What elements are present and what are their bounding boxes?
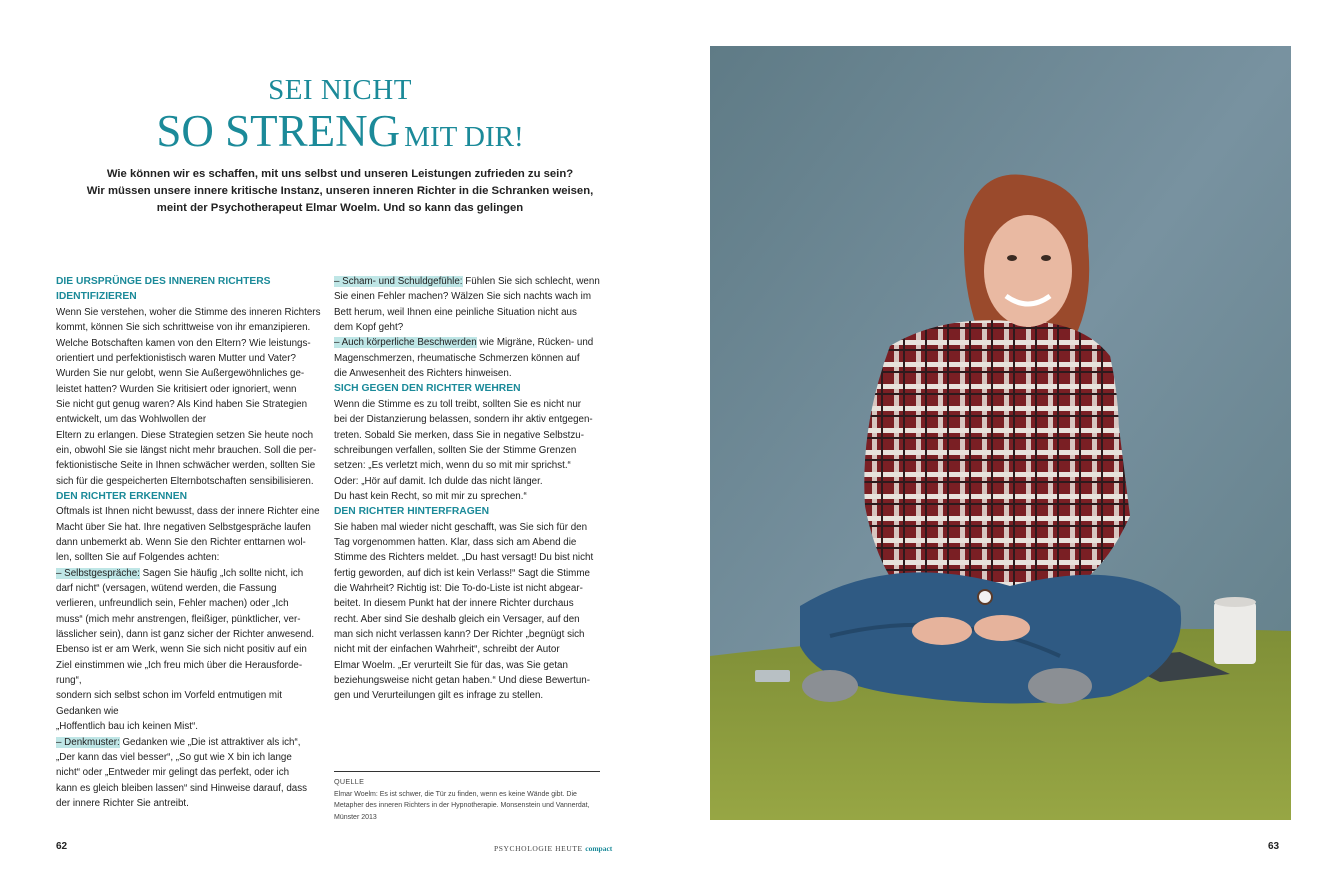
section-heading: SICH GEGEN DEN RICHTER WEHREN [334, 383, 521, 395]
magazine-footer [494, 844, 612, 853]
text-line: verlieren, unfreundlich sein, Fehler machen) oder „Ich [56, 598, 289, 610]
watch [978, 590, 992, 604]
text-line: kann es gleich bleiben lassen“ sind Hinweise darauf, dass [56, 782, 308, 794]
sock-right [1028, 668, 1092, 704]
page-number-right: 63 [1268, 841, 1280, 852]
text-line [56, 566, 328, 581]
text-line: sich für die gespeicherten Elternbotschaften sensibilisieren. [56, 475, 314, 487]
highlight-label: – Auch körperliche Beschwerden [334, 337, 477, 349]
source-line: Münster 2013 [334, 813, 377, 821]
text-line: rung“, [56, 675, 82, 687]
text-column-left [56, 274, 328, 811]
phone [755, 670, 790, 682]
text-line: entwickelt, um das Wohlwollen der [56, 414, 207, 426]
text-line: dann unbemerkt ab. Wenn Sie den Richter enttarnen wol- [56, 537, 306, 549]
source-line: Metapher des inneren Richters in der Hypnotherapie. Monsenstein und Vannerdat, [334, 802, 590, 810]
text-line: Oftmals ist Ihnen nicht bewusst, dass der innere Richter eine [56, 506, 320, 518]
text-line: Wurden Sie nur gelobt, wenn Sie Außergewöhnliches ge- [56, 368, 305, 380]
text-line: leistet hatten? Wurden Sie kritisiert oder ignoriert, wenn [56, 383, 297, 395]
text-fragment: Sagen Sie häufig „Ich sollte nicht, ich [139, 567, 304, 579]
text-line: Welche Botschaften kamen von den Eltern? Wie leistungs- [56, 337, 311, 349]
text-line [334, 335, 602, 350]
text-line: man sich nicht verlassen kann? Der Richter „begnügt sich [334, 629, 585, 641]
text-line: nicht mit der einfachen Wahrheit“, schreibt der Autor [334, 644, 560, 656]
text-line: Tag vorgenommen hatten. Klar, dass sich am Abend die [334, 536, 577, 548]
intro-line: Wir müssen unsere innere kritische Instanz, unseren inneren Richter in die Schranken weisen, [86, 185, 594, 197]
text-line: orientiert und perfektionistisch waren Mutter und Vater? [56, 352, 296, 364]
text-line: fektionistische Seite in Ihnen schwächer werden, sollten Sie [56, 460, 316, 472]
intro-line: Wie können wir es schaffen, mit uns selbst und unseren Leistungen zufrieden zu sein? [106, 168, 574, 180]
text-line: Sie nicht gut genug waren? Als Kind haben Sie Strategien [56, 398, 308, 410]
source-divider [334, 771, 600, 772]
text-line: gen und Verurteilungen gilt es infrage zu stellen. [334, 690, 544, 702]
text-line [56, 735, 328, 750]
section-heading: DEN RICHTER HINTERFRAGEN [334, 506, 490, 518]
text-line: treten. Sobald Sie merken, dass Sie in negative Selbstzu- [334, 429, 584, 441]
cup [1214, 602, 1256, 664]
text-line: Bett herum, weil Ihnen eine peinliche Situation nicht aus [334, 306, 577, 318]
text-fragment: Gedanken wie „Die ist attraktiver als ich“, [119, 736, 301, 748]
text-line: nicht“ oder „Entweder mir gelingt das perfekt, oder ich [56, 767, 290, 779]
title-line-2-big: SO STRENG [156, 106, 401, 156]
text-line: ein, obwohl Sie sie längst nicht mehr brauchen. Soll die per- [56, 444, 317, 456]
text-line: beitet. In diesem Punkt hat der innere Richter durchaus [334, 598, 574, 610]
sock-left [802, 670, 858, 702]
text-line: Magenschmerzen, rheumatische Schmerzen können auf [334, 352, 580, 364]
text-line: die Anwesenheit des Richters hinweisen. [334, 368, 512, 380]
text-line: Stimme des Richters meldet. „Du hast versagt! Du bist nicht [334, 552, 594, 564]
text-line: fertig geworden, auf dich ist kein Verlass!“ Sagt die Stimme [334, 567, 590, 579]
highlight-label: – Scham- und Schuldgefühle: [334, 276, 463, 287]
page-number-left: 62 [56, 841, 68, 852]
photo-illustration [710, 46, 1291, 820]
text-line: „Hoffentlich bau ich keinen Mist“. [56, 721, 198, 733]
article-title [60, 74, 620, 154]
text-line: sondern sich selbst schon im Vorfeld entmutigen mit [56, 690, 282, 702]
text-column-right [334, 274, 602, 704]
text-line: kommt, können Sie sich schrittweise von ihr emanzipieren. [56, 322, 311, 334]
text-line: der innere Richter Sie antreibt. [56, 797, 189, 809]
magazine-suffix: compact [585, 844, 613, 853]
text-line: Elmar Woelm. „Er verurteilt Sie für das, was Sie getan [334, 659, 568, 671]
text-line: Gedanken wie [56, 705, 119, 717]
text-line: Oder: „Hör auf damit. Ich dulde das nicht länger. [334, 475, 543, 487]
eye-right [1041, 255, 1051, 261]
title-line-1: SEI NICHT [268, 74, 412, 106]
title-line-2 [60, 108, 620, 154]
text-line: darf nicht“ (versagen, wütend werden, die Fassung [56, 583, 277, 595]
text-line: lässlicher sein), dann ist ganz sicher der Richter anwesend. [56, 629, 315, 641]
source-box [334, 776, 600, 823]
intro-line: meint der Psychotherapeut Elmar Woelm. Und so kann das gelingen [156, 202, 524, 214]
source-label: QUELLE [334, 777, 365, 786]
intro-lead [68, 166, 612, 217]
title-line-2-small: MIT DIR! [404, 121, 524, 153]
text-line: Sie einen Fehler machen? Wälzen Sie sich nachts wach im [334, 291, 592, 303]
text-line: Macht über Sie hat. Ihre negativen Selbstgespräche laufen [56, 521, 311, 533]
section-heading: IDENTIFIZIEREN [56, 291, 137, 303]
section-heading: DEN RICHTER ERKENNEN [56, 490, 188, 502]
highlight-label: – Denkmuster: [56, 736, 120, 748]
text-line: Eltern zu erlangen. Diese Strategien setzen Sie heute noch [56, 429, 314, 441]
face [984, 215, 1072, 327]
text-line: Wenn Sie verstehen, woher die Stimme des inneren Richters [56, 306, 321, 318]
text-line: bei der Distanzierung belassen, sondern ihr aktiv entgegen- [334, 414, 593, 426]
text-line: recht. Aber sind Sie deshalb gleich ein Versager, auf den [334, 613, 580, 625]
text-line: dem Kopf geht? [334, 322, 404, 334]
text-line: die Wahrheit? Richtig ist: Die To-do-Liste ist nicht abgear- [334, 583, 583, 594]
text-line: Ziel einstimmen wie „Ich freu mich über die Herausforde- [56, 659, 303, 671]
text-line: Wenn die Stimme es zu toll treibt, sollten Sie es nicht nur [334, 398, 582, 410]
text-line: schreibungen verfallen, sollten Sie der Stimme Grenzen [334, 444, 577, 456]
text-fragment: wie Migräne, Rücken- und [476, 337, 594, 349]
text-line: setzen: „Es verletzt mich, wenn du so mit mir sprichst.“ [334, 460, 571, 472]
text-line: „Der kann das viel besser“, „So gut wie X bin ich lange [56, 751, 292, 763]
cup-rim [1214, 597, 1256, 607]
text-line: muss“ (mich mehr anstrengen, fleißiger, pünktlicher, ver- [56, 613, 301, 625]
highlight-label: – Selbstgespräche: [56, 567, 140, 579]
text-line: Ebenso ist er am Werk, wenn Sie sich nicht positiv auf ein [56, 644, 307, 656]
text-line: len, sollten Sie auf Folgendes achten: [56, 552, 220, 564]
text-line [334, 274, 602, 289]
text-line: beziehungsweise nicht getan haben.“ Und diese Bewertun- [334, 675, 590, 687]
magazine-name: PSYCHOLOGIE HEUTE [494, 844, 583, 853]
text-fragment: Fühlen Sie sich schlecht, wenn [462, 276, 600, 287]
text-line: Sie haben mal wieder nicht geschafft, was Sie sich für den [334, 521, 588, 533]
section-heading: DIE URSPRÜNGE DES INNEREN RICHTERS [56, 276, 271, 287]
hand-right [974, 615, 1030, 641]
hand-left [912, 617, 972, 645]
source-line: Elmar Woelm: Es ist schwer, die Tür zu finden, wenn es keine Wände gibt. Die [334, 791, 577, 799]
text-line: Du hast kein Recht, so mit mir zu sprechen.“ [334, 490, 527, 502]
article-photo [710, 46, 1291, 820]
eye-left [1007, 255, 1017, 261]
